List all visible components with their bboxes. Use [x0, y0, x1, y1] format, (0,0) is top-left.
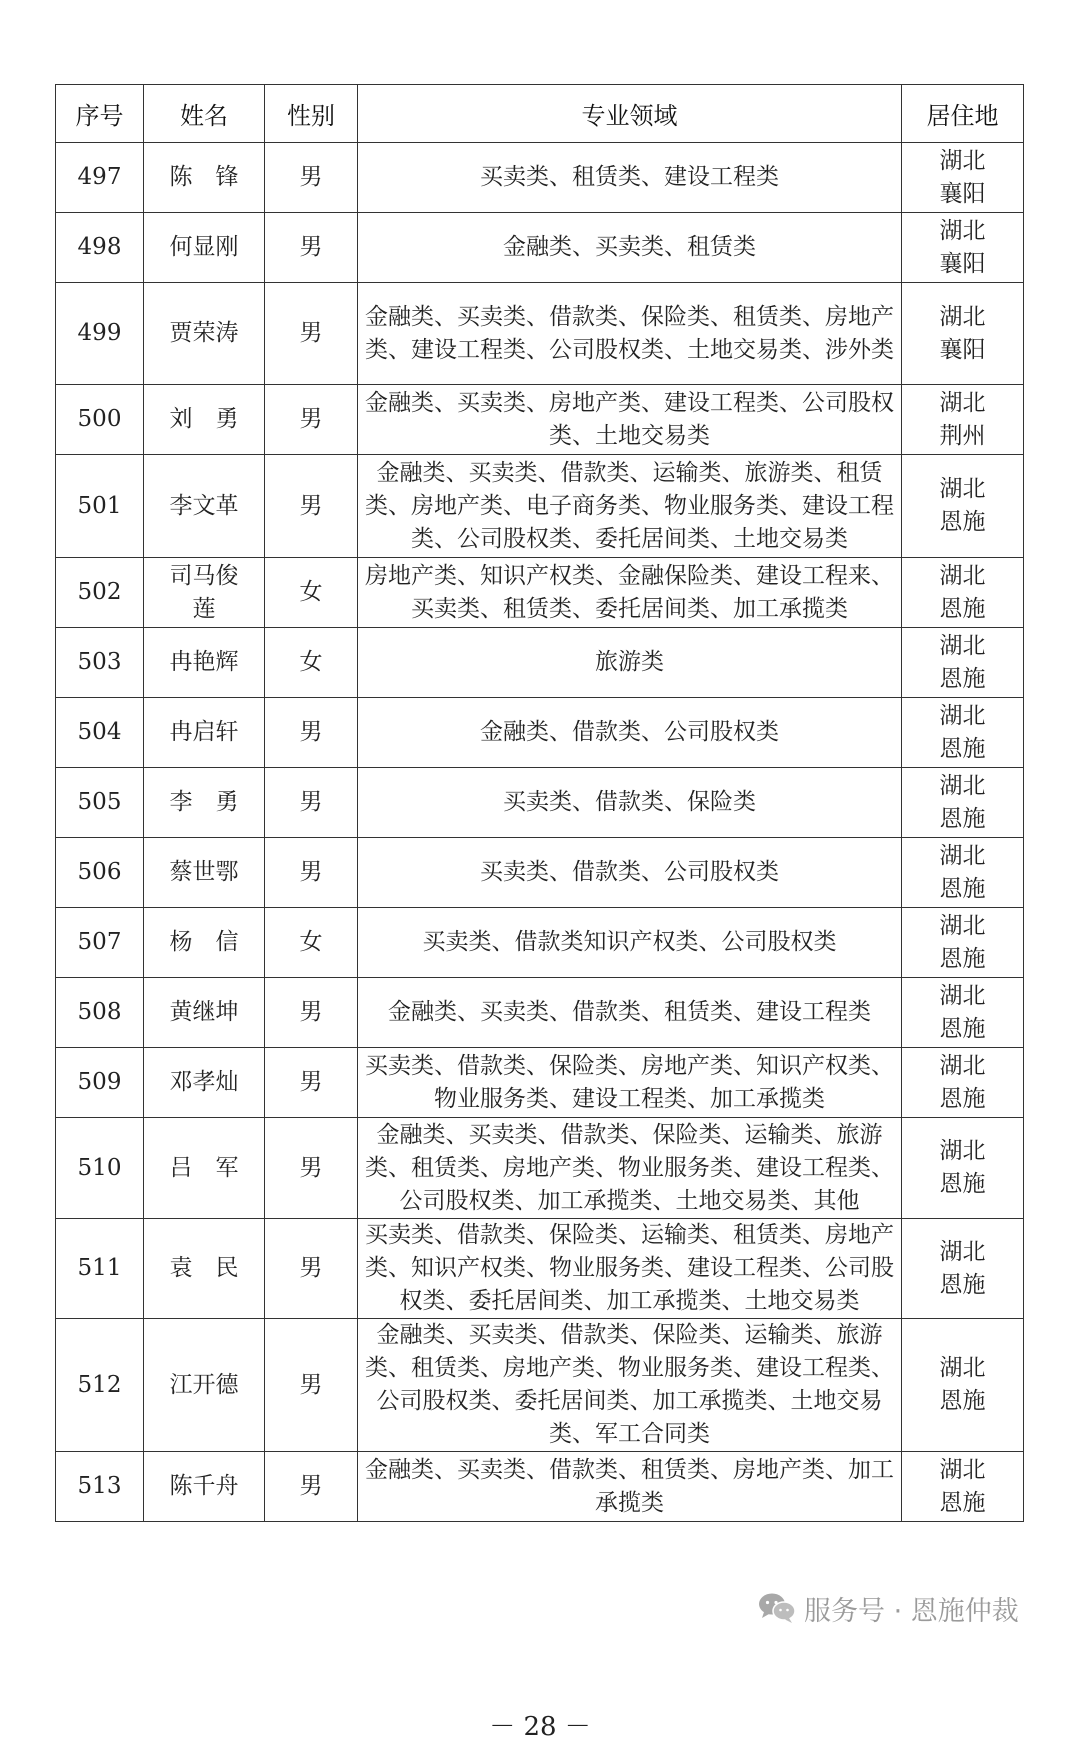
residence-province: 湖北	[939, 562, 986, 589]
cell-gender: 男	[265, 1219, 358, 1319]
residence-city: 恩施	[939, 509, 986, 535]
cell-gender: 男	[265, 283, 358, 385]
residence-province: 湖北	[939, 842, 986, 869]
cell-no: 500	[56, 385, 144, 455]
cell-no: 509	[56, 1048, 144, 1118]
cell-no: 511	[56, 1219, 144, 1319]
residence-province: 湖北	[939, 632, 986, 659]
residence-city: 恩施	[939, 805, 986, 832]
cell-name: 江开德	[144, 1319, 265, 1452]
residence-province: 湖北	[939, 1355, 986, 1381]
residence-province: 湖北	[939, 982, 986, 1009]
cell-name: 蔡世鄂	[144, 838, 265, 908]
residence-city: 恩施	[939, 945, 986, 972]
table-row	[56, 1452, 1024, 1522]
cell-field: 买卖类、借款类、保险类	[358, 768, 902, 838]
cell-field: 金融类、买卖类、借款类、租赁类、房地产类、加工承揽类	[358, 1452, 902, 1522]
cell-residence	[902, 1319, 1024, 1452]
cell-residence	[902, 455, 1024, 558]
page-number: － 28 －	[489, 1712, 591, 1742]
cell-gender: 男	[265, 455, 358, 558]
cell-name: 贾荣涛	[144, 283, 265, 385]
table-row	[56, 558, 1024, 628]
residence-province: 湖北	[939, 147, 986, 174]
residence-province: 湖北	[939, 912, 986, 939]
cell-residence	[902, 213, 1024, 283]
cell-field: 金融类、买卖类、房地产类、建设工程类、公司股权类、土地交易类	[358, 385, 902, 455]
cell-gender: 男	[265, 213, 358, 283]
cell-name: 冉艳辉	[144, 628, 265, 698]
table-row	[56, 838, 1024, 908]
cell-gender: 男	[265, 768, 358, 838]
cell-field: 金融类、买卖类、借款类、保险类、租赁类、房地产类、建设工程类、公司股权类、土地交易类、涉外类	[358, 283, 902, 385]
cell-name: 吕 军	[144, 1118, 265, 1219]
cell-field: 金融类、买卖类、借款类、保险类、运输类、旅游类、租赁类、房地产类、物业服务类、建设工程类、公司股权类、委托居间类、加工承揽类、土地交易类、军工合同类	[358, 1319, 902, 1452]
header-residence: 居住地	[902, 85, 1024, 143]
cell-gender: 男	[265, 978, 358, 1048]
cell-no: 505	[56, 768, 144, 838]
wechat-bubbles-icon	[758, 1592, 796, 1624]
residence-city: 襄阳	[939, 336, 986, 363]
cell-residence	[902, 838, 1024, 908]
cell-field: 房地产类、知识产权类、金融保险类、建设工程来、买卖类、租赁类、委托居间类、加工承揽类	[358, 558, 902, 628]
table-row	[56, 698, 1024, 768]
cell-field: 买卖类、借款类知识产权类、公司股权类	[358, 908, 902, 978]
residence-city: 恩施	[939, 1271, 986, 1298]
table-header-row	[56, 85, 1024, 143]
cell-field: 金融类、买卖类、租赁类	[358, 213, 902, 283]
cell-gender: 男	[265, 1319, 358, 1452]
residence-city: 恩施	[939, 735, 986, 762]
cell-residence	[902, 698, 1024, 768]
cell-no: 506	[56, 838, 144, 908]
cell-no: 497	[56, 143, 144, 213]
table-row	[56, 143, 1024, 213]
cell-gender: 男	[265, 385, 358, 455]
residence-province: 湖北	[939, 303, 986, 330]
cell-no: 510	[56, 1118, 144, 1219]
cell-name: 陈 锋	[144, 143, 265, 213]
cell-no: 498	[56, 213, 144, 283]
cell-residence	[902, 558, 1024, 628]
cell-no: 502	[56, 558, 144, 628]
residence-province: 湖北	[939, 772, 986, 799]
residence-province: 湖北	[939, 217, 986, 244]
cell-name: 袁 民	[144, 1219, 265, 1319]
table-row	[56, 1319, 1024, 1452]
watermark	[758, 1588, 1019, 1628]
cell-residence	[902, 768, 1024, 838]
table-row	[56, 1219, 1024, 1319]
residence-city: 恩施	[939, 1489, 986, 1516]
cell-no: 512	[56, 1319, 144, 1452]
cell-field: 买卖类、借款类、公司股权类	[358, 838, 902, 908]
cell-gender: 男	[265, 1048, 358, 1118]
residence-city: 恩施	[939, 1171, 986, 1197]
cell-name: 司马俊莲	[144, 558, 265, 628]
cell-residence	[902, 628, 1024, 698]
table-row	[56, 908, 1024, 978]
cell-field: 旅游类	[358, 628, 902, 698]
residence-province: 湖北	[939, 1138, 986, 1164]
cell-residence	[902, 1048, 1024, 1118]
cell-residence	[902, 1118, 1024, 1219]
cell-no: 503	[56, 628, 144, 698]
cell-residence	[902, 1219, 1024, 1319]
cell-name: 邓孝灿	[144, 1048, 265, 1118]
cell-name: 李文革	[144, 455, 265, 558]
cell-gender: 男	[265, 698, 358, 768]
cell-residence	[902, 283, 1024, 385]
cell-residence	[902, 143, 1024, 213]
residence-city: 恩施	[939, 875, 986, 902]
cell-no: 508	[56, 978, 144, 1048]
table-row	[56, 1048, 1024, 1118]
residence-province: 湖北	[939, 389, 986, 416]
residence-city: 荆州	[939, 422, 986, 449]
cell-gender: 男	[265, 1452, 358, 1522]
table-body	[56, 143, 1024, 1522]
cell-no: 513	[56, 1452, 144, 1522]
table-row	[56, 978, 1024, 1048]
residence-province: 湖北	[939, 1052, 986, 1079]
table-row	[56, 1118, 1024, 1219]
cell-field: 金融类、买卖类、借款类、保险类、运输类、旅游类、租赁类、房地产类、物业服务类、建设工程类、公司股权类、加工承揽类、土地交易类、其他	[358, 1118, 902, 1219]
cell-field: 买卖类、租赁类、建设工程类	[358, 143, 902, 213]
cell-no: 507	[56, 908, 144, 978]
cell-name: 陈千舟	[144, 1452, 265, 1522]
cell-gender: 男	[265, 143, 358, 213]
table-row	[56, 628, 1024, 698]
table-row	[56, 768, 1024, 838]
cell-no: 504	[56, 698, 144, 768]
cell-name: 何显刚	[144, 213, 265, 283]
cell-name: 刘 勇	[144, 385, 265, 455]
residence-city: 恩施	[939, 595, 986, 622]
cell-gender: 女	[265, 908, 358, 978]
cell-gender: 男	[265, 838, 358, 908]
cell-field: 买卖类、借款类、保险类、房地产类、知识产权类、物业服务类、建设工程类、加工承揽类	[358, 1048, 902, 1118]
cell-residence	[902, 385, 1024, 455]
residence-city: 恩施	[939, 665, 986, 692]
cell-residence	[902, 1452, 1024, 1522]
cell-field: 买卖类、借款类、保险类、运输类、租赁类、房地产类、知识产权类、物业服务类、建设工程类、公司股权类、委托居间类、加工承揽类、土地交易类	[358, 1219, 902, 1319]
cell-gender: 男	[265, 1118, 358, 1219]
header-field: 专业领域	[358, 85, 902, 143]
table-row	[56, 455, 1024, 558]
watermark-text: 服务号 · 恩施仲裁	[804, 1595, 1019, 1627]
table-row	[56, 385, 1024, 455]
roster-table	[55, 84, 1024, 1522]
cell-name: 黄继坤	[144, 978, 265, 1048]
residence-city: 襄阳	[939, 250, 986, 277]
cell-gender: 女	[265, 558, 358, 628]
header-no: 序号	[56, 85, 144, 143]
cell-name: 李 勇	[144, 768, 265, 838]
residence-province: 湖北	[939, 1238, 986, 1265]
residence-city: 恩施	[939, 1085, 986, 1112]
header-gender: 性别	[265, 85, 358, 143]
residence-province: 湖北	[939, 476, 986, 502]
table-row	[56, 283, 1024, 385]
cell-residence	[902, 908, 1024, 978]
residence-city: 恩施	[939, 1015, 986, 1042]
cell-no: 501	[56, 455, 144, 558]
cell-name: 冉启轩	[144, 698, 265, 768]
cell-field: 金融类、买卖类、借款类、租赁类、建设工程类	[358, 978, 902, 1048]
cell-field: 金融类、买卖类、借款类、运输类、旅游类、租赁类、房地产类、电子商务类、物业服务类、建设工程类、公司股权类、委托居间类、土地交易类	[358, 455, 902, 558]
cell-gender: 女	[265, 628, 358, 698]
cell-residence	[902, 978, 1024, 1048]
table-row	[56, 213, 1024, 283]
residence-city: 襄阳	[939, 180, 986, 207]
cell-name: 杨 信	[144, 908, 265, 978]
residence-city: 恩施	[939, 1388, 986, 1414]
residence-province: 湖北	[939, 1456, 986, 1483]
residence-province: 湖北	[939, 702, 986, 729]
cell-no: 499	[56, 283, 144, 385]
header-name: 姓名	[144, 85, 265, 143]
cell-field: 金融类、借款类、公司股权类	[358, 698, 902, 768]
